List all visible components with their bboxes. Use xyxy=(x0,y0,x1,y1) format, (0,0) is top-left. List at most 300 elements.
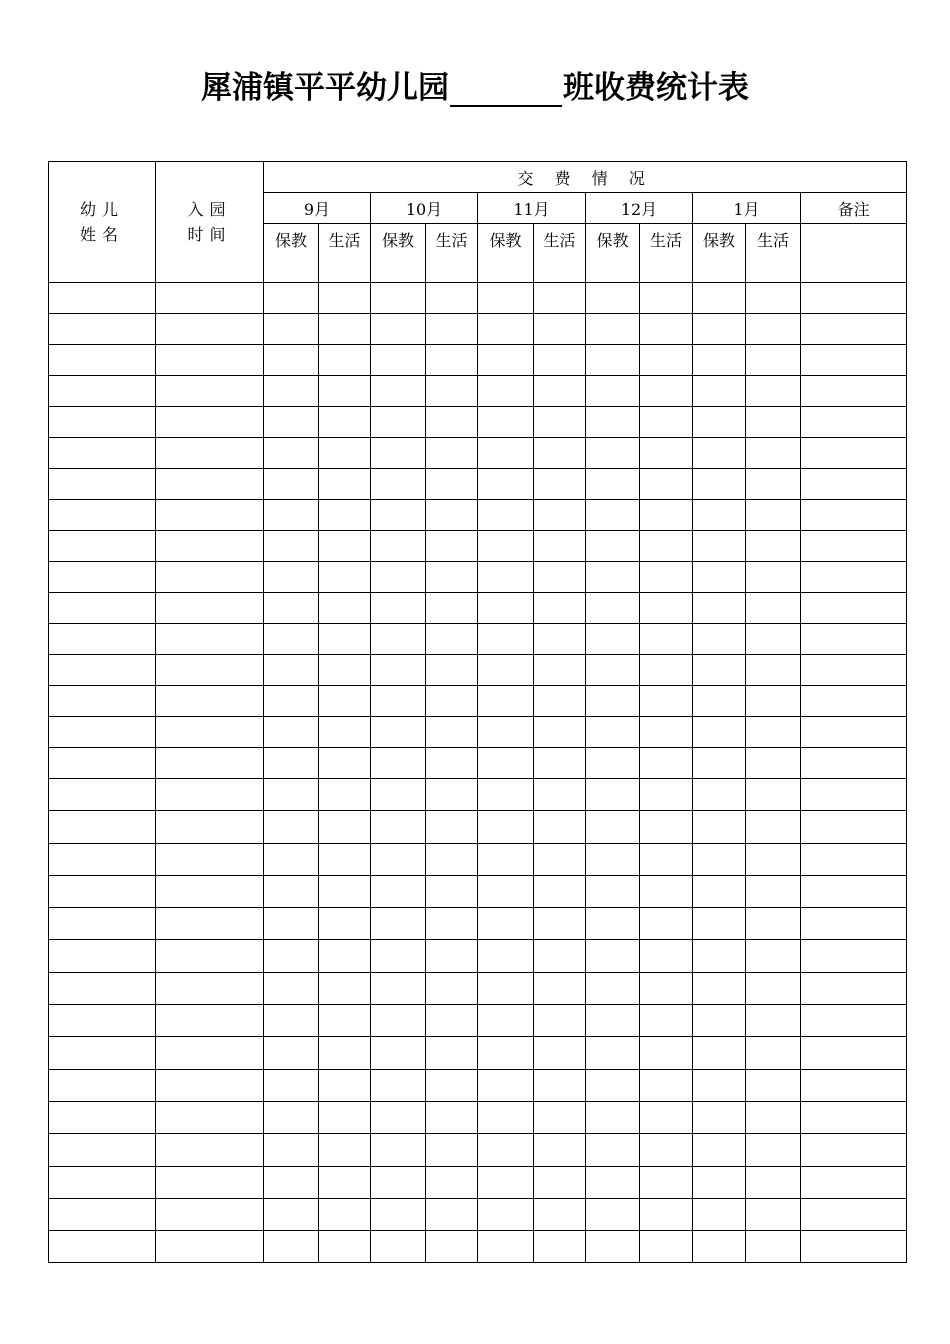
table-cell[interactable] xyxy=(319,1134,371,1166)
table-cell[interactable] xyxy=(371,940,426,972)
table-cell[interactable] xyxy=(746,345,801,376)
table-cell[interactable] xyxy=(478,345,534,376)
table-cell[interactable] xyxy=(156,1231,264,1263)
table-cell[interactable] xyxy=(534,469,586,500)
table-cell[interactable] xyxy=(534,940,586,972)
table-cell[interactable] xyxy=(801,1005,907,1037)
table-cell[interactable] xyxy=(801,717,907,748)
table-cell[interactable] xyxy=(746,1231,801,1263)
table-cell[interactable] xyxy=(426,407,478,438)
table-cell[interactable] xyxy=(371,407,426,438)
table-cell[interactable] xyxy=(640,686,693,717)
table-cell[interactable] xyxy=(156,624,264,655)
table-cell[interactable] xyxy=(693,972,746,1004)
table-cell[interactable] xyxy=(156,1037,264,1069)
table-cell[interactable] xyxy=(264,908,319,940)
table-cell[interactable] xyxy=(640,779,693,811)
table-cell[interactable] xyxy=(49,345,156,376)
table-cell[interactable] xyxy=(49,283,156,314)
table-cell[interactable] xyxy=(264,1069,319,1101)
table-cell[interactable] xyxy=(640,1005,693,1037)
table-cell[interactable] xyxy=(371,562,426,593)
table-cell[interactable] xyxy=(478,438,534,469)
table-cell[interactable] xyxy=(746,1037,801,1069)
table-cell[interactable] xyxy=(478,1134,534,1166)
table-cell[interactable] xyxy=(156,1166,264,1198)
table-cell[interactable] xyxy=(49,1231,156,1263)
table-cell[interactable] xyxy=(371,779,426,811)
table-cell[interactable] xyxy=(640,1134,693,1166)
table-cell[interactable] xyxy=(426,376,478,407)
table-cell[interactable] xyxy=(49,686,156,717)
table-cell[interactable] xyxy=(478,908,534,940)
table-cell[interactable] xyxy=(746,1166,801,1198)
table-cell[interactable] xyxy=(534,407,586,438)
table-cell[interactable] xyxy=(640,438,693,469)
table-cell[interactable] xyxy=(801,469,907,500)
table-cell[interactable] xyxy=(801,376,907,407)
table-cell[interactable] xyxy=(156,283,264,314)
table-cell[interactable] xyxy=(693,593,746,624)
table-cell[interactable] xyxy=(801,438,907,469)
table-cell[interactable] xyxy=(586,1231,640,1263)
table-cell[interactable] xyxy=(49,1134,156,1166)
table-cell[interactable] xyxy=(49,972,156,1004)
table-cell[interactable] xyxy=(426,717,478,748)
table-cell[interactable] xyxy=(746,407,801,438)
table-cell[interactable] xyxy=(586,345,640,376)
table-cell[interactable] xyxy=(693,1231,746,1263)
table-cell[interactable] xyxy=(534,908,586,940)
table-cell[interactable] xyxy=(693,843,746,875)
table-cell[interactable] xyxy=(534,717,586,748)
table-cell[interactable] xyxy=(426,624,478,655)
table-cell[interactable] xyxy=(49,376,156,407)
table-cell[interactable] xyxy=(586,940,640,972)
table-cell[interactable] xyxy=(746,1005,801,1037)
table-cell[interactable] xyxy=(49,748,156,779)
table-cell[interactable] xyxy=(426,593,478,624)
table-cell[interactable] xyxy=(801,972,907,1004)
table-cell[interactable] xyxy=(801,1101,907,1133)
table-cell[interactable] xyxy=(478,624,534,655)
table-cell[interactable] xyxy=(264,376,319,407)
table-cell[interactable] xyxy=(319,1101,371,1133)
table-cell[interactable] xyxy=(426,1101,478,1133)
table-cell[interactable] xyxy=(156,1101,264,1133)
table-cell[interactable] xyxy=(264,779,319,811)
table-cell[interactable] xyxy=(801,875,907,907)
table-cell[interactable] xyxy=(801,748,907,779)
table-cell[interactable] xyxy=(586,655,640,686)
table-cell[interactable] xyxy=(586,500,640,531)
table-cell[interactable] xyxy=(534,314,586,345)
table-cell[interactable] xyxy=(640,624,693,655)
table-cell[interactable] xyxy=(478,1198,534,1230)
table-cell[interactable] xyxy=(156,811,264,843)
table-cell[interactable] xyxy=(371,1166,426,1198)
table-cell[interactable] xyxy=(801,500,907,531)
table-cell[interactable] xyxy=(746,562,801,593)
table-cell[interactable] xyxy=(801,1231,907,1263)
table-cell[interactable] xyxy=(156,1134,264,1166)
table-cell[interactable] xyxy=(693,376,746,407)
table-cell[interactable] xyxy=(371,811,426,843)
table-cell[interactable] xyxy=(478,875,534,907)
table-cell[interactable] xyxy=(371,1231,426,1263)
table-cell[interactable] xyxy=(534,562,586,593)
table-cell[interactable] xyxy=(319,469,371,500)
table-cell[interactable] xyxy=(640,748,693,779)
table-cell[interactable] xyxy=(693,624,746,655)
table-cell[interactable] xyxy=(640,940,693,972)
table-cell[interactable] xyxy=(49,875,156,907)
table-cell[interactable] xyxy=(371,1198,426,1230)
table-cell[interactable] xyxy=(746,469,801,500)
table-cell[interactable] xyxy=(640,843,693,875)
table-cell[interactable] xyxy=(534,748,586,779)
class-name-blank[interactable] xyxy=(450,71,562,107)
table-cell[interactable] xyxy=(586,1037,640,1069)
table-cell[interactable] xyxy=(264,1005,319,1037)
table-cell[interactable] xyxy=(534,376,586,407)
table-cell[interactable] xyxy=(264,748,319,779)
table-cell[interactable] xyxy=(801,1037,907,1069)
table-cell[interactable] xyxy=(478,1037,534,1069)
table-cell[interactable] xyxy=(693,1037,746,1069)
table-cell[interactable] xyxy=(801,531,907,562)
table-cell[interactable] xyxy=(693,345,746,376)
table-cell[interactable] xyxy=(264,1037,319,1069)
table-cell[interactable] xyxy=(264,875,319,907)
table-cell[interactable] xyxy=(534,531,586,562)
table-cell[interactable] xyxy=(49,624,156,655)
table-cell[interactable] xyxy=(801,407,907,438)
table-cell[interactable] xyxy=(478,717,534,748)
table-cell[interactable] xyxy=(478,562,534,593)
table-cell[interactable] xyxy=(49,1005,156,1037)
table-cell[interactable] xyxy=(264,407,319,438)
table-cell[interactable] xyxy=(49,779,156,811)
table-cell[interactable] xyxy=(640,562,693,593)
table-cell[interactable] xyxy=(156,562,264,593)
table-cell[interactable] xyxy=(640,314,693,345)
table-cell[interactable] xyxy=(534,655,586,686)
table-cell[interactable] xyxy=(746,314,801,345)
table-cell[interactable] xyxy=(746,1101,801,1133)
table-cell[interactable] xyxy=(156,908,264,940)
table-cell[interactable] xyxy=(264,593,319,624)
table-cell[interactable] xyxy=(534,624,586,655)
table-cell[interactable] xyxy=(640,283,693,314)
table-cell[interactable] xyxy=(640,469,693,500)
table-cell[interactable] xyxy=(693,686,746,717)
table-cell[interactable] xyxy=(801,1166,907,1198)
table-cell[interactable] xyxy=(426,1069,478,1101)
table-cell[interactable] xyxy=(156,500,264,531)
table-cell[interactable] xyxy=(264,1101,319,1133)
table-cell[interactable] xyxy=(264,686,319,717)
table-cell[interactable] xyxy=(746,500,801,531)
table-cell[interactable] xyxy=(426,811,478,843)
table-cell[interactable] xyxy=(426,469,478,500)
table-cell[interactable] xyxy=(746,1198,801,1230)
table-cell[interactable] xyxy=(426,748,478,779)
table-cell[interactable] xyxy=(49,469,156,500)
table-cell[interactable] xyxy=(478,314,534,345)
table-cell[interactable] xyxy=(534,779,586,811)
table-cell[interactable] xyxy=(371,593,426,624)
table-cell[interactable] xyxy=(371,1101,426,1133)
table-cell[interactable] xyxy=(371,345,426,376)
table-cell[interactable] xyxy=(49,593,156,624)
table-cell[interactable] xyxy=(640,1231,693,1263)
table-cell[interactable] xyxy=(319,438,371,469)
table-cell[interactable] xyxy=(586,469,640,500)
table-cell[interactable] xyxy=(586,972,640,1004)
table-cell[interactable] xyxy=(49,562,156,593)
table-cell[interactable] xyxy=(746,624,801,655)
table-cell[interactable] xyxy=(319,908,371,940)
table-cell[interactable] xyxy=(156,1069,264,1101)
table-cell[interactable] xyxy=(156,843,264,875)
table-cell[interactable] xyxy=(693,811,746,843)
table-cell[interactable] xyxy=(534,1166,586,1198)
table-cell[interactable] xyxy=(693,500,746,531)
table-cell[interactable] xyxy=(156,686,264,717)
table-cell[interactable] xyxy=(264,438,319,469)
table-cell[interactable] xyxy=(478,779,534,811)
table-cell[interactable] xyxy=(319,972,371,1004)
table-cell[interactable] xyxy=(319,717,371,748)
table-cell[interactable] xyxy=(478,1231,534,1263)
table-cell[interactable] xyxy=(49,811,156,843)
table-cell[interactable] xyxy=(693,283,746,314)
table-cell[interactable] xyxy=(801,811,907,843)
table-cell[interactable] xyxy=(801,779,907,811)
table-cell[interactable] xyxy=(319,940,371,972)
table-cell[interactable] xyxy=(264,562,319,593)
table-cell[interactable] xyxy=(49,843,156,875)
table-cell[interactable] xyxy=(534,1134,586,1166)
table-cell[interactable] xyxy=(586,624,640,655)
table-cell[interactable] xyxy=(264,500,319,531)
table-cell[interactable] xyxy=(746,1134,801,1166)
table-cell[interactable] xyxy=(156,531,264,562)
table-cell[interactable] xyxy=(746,655,801,686)
table-cell[interactable] xyxy=(264,1198,319,1230)
table-cell[interactable] xyxy=(586,407,640,438)
table-cell[interactable] xyxy=(371,283,426,314)
table-cell[interactable] xyxy=(371,376,426,407)
table-cell[interactable] xyxy=(746,875,801,907)
table-cell[interactable] xyxy=(156,972,264,1004)
table-cell[interactable] xyxy=(426,875,478,907)
table-cell[interactable] xyxy=(264,314,319,345)
table-cell[interactable] xyxy=(640,345,693,376)
table-cell[interactable] xyxy=(264,843,319,875)
table-cell[interactable] xyxy=(371,469,426,500)
table-cell[interactable] xyxy=(534,1198,586,1230)
table-cell[interactable] xyxy=(319,376,371,407)
table-cell[interactable] xyxy=(801,843,907,875)
table-cell[interactable] xyxy=(478,811,534,843)
table-cell[interactable] xyxy=(640,1166,693,1198)
table-cell[interactable] xyxy=(49,407,156,438)
table-cell[interactable] xyxy=(693,748,746,779)
table-cell[interactable] xyxy=(746,748,801,779)
table-cell[interactable] xyxy=(264,345,319,376)
table-cell[interactable] xyxy=(319,1037,371,1069)
table-cell[interactable] xyxy=(534,593,586,624)
table-cell[interactable] xyxy=(426,314,478,345)
table-cell[interactable] xyxy=(264,283,319,314)
table-cell[interactable] xyxy=(586,1005,640,1037)
table-cell[interactable] xyxy=(693,1198,746,1230)
table-cell[interactable] xyxy=(801,283,907,314)
table-cell[interactable] xyxy=(534,1231,586,1263)
table-cell[interactable] xyxy=(534,875,586,907)
table-cell[interactable] xyxy=(426,1198,478,1230)
table-cell[interactable] xyxy=(478,843,534,875)
table-cell[interactable] xyxy=(640,376,693,407)
table-cell[interactable] xyxy=(801,345,907,376)
table-cell[interactable] xyxy=(534,686,586,717)
table-cell[interactable] xyxy=(693,407,746,438)
table-cell[interactable] xyxy=(693,1134,746,1166)
table-cell[interactable] xyxy=(640,593,693,624)
table-cell[interactable] xyxy=(801,686,907,717)
table-cell[interactable] xyxy=(746,1069,801,1101)
table-cell[interactable] xyxy=(586,748,640,779)
table-cell[interactable] xyxy=(426,562,478,593)
table-cell[interactable] xyxy=(478,376,534,407)
table-cell[interactable] xyxy=(693,1166,746,1198)
table-cell[interactable] xyxy=(586,686,640,717)
table-cell[interactable] xyxy=(478,748,534,779)
table-cell[interactable] xyxy=(478,593,534,624)
table-cell[interactable] xyxy=(49,717,156,748)
table-cell[interactable] xyxy=(801,314,907,345)
table-cell[interactable] xyxy=(693,875,746,907)
table-cell[interactable] xyxy=(264,717,319,748)
table-cell[interactable] xyxy=(478,972,534,1004)
table-cell[interactable] xyxy=(586,531,640,562)
table-cell[interactable] xyxy=(801,655,907,686)
table-cell[interactable] xyxy=(264,655,319,686)
table-cell[interactable] xyxy=(319,811,371,843)
table-cell[interactable] xyxy=(264,811,319,843)
table-cell[interactable] xyxy=(746,843,801,875)
table-cell[interactable] xyxy=(693,655,746,686)
table-cell[interactable] xyxy=(534,283,586,314)
table-cell[interactable] xyxy=(746,811,801,843)
table-cell[interactable] xyxy=(319,843,371,875)
table-cell[interactable] xyxy=(319,1069,371,1101)
table-cell[interactable] xyxy=(693,438,746,469)
table-cell[interactable] xyxy=(586,376,640,407)
table-cell[interactable] xyxy=(478,407,534,438)
table-cell[interactable] xyxy=(264,940,319,972)
table-cell[interactable] xyxy=(746,686,801,717)
table-cell[interactable] xyxy=(746,717,801,748)
table-cell[interactable] xyxy=(478,283,534,314)
table-cell[interactable] xyxy=(371,875,426,907)
table-cell[interactable] xyxy=(49,1069,156,1101)
table-cell[interactable] xyxy=(801,908,907,940)
table-cell[interactable] xyxy=(264,531,319,562)
table-cell[interactable] xyxy=(640,972,693,1004)
table-cell[interactable] xyxy=(478,1005,534,1037)
table-cell[interactable] xyxy=(693,1005,746,1037)
table-cell[interactable] xyxy=(49,531,156,562)
table-cell[interactable] xyxy=(156,940,264,972)
table-cell[interactable] xyxy=(426,1166,478,1198)
table-cell[interactable] xyxy=(426,1005,478,1037)
table-cell[interactable] xyxy=(264,1231,319,1263)
table-cell[interactable] xyxy=(746,593,801,624)
table-cell[interactable] xyxy=(371,748,426,779)
table-cell[interactable] xyxy=(478,940,534,972)
table-cell[interactable] xyxy=(156,345,264,376)
table-cell[interactable] xyxy=(478,1166,534,1198)
table-cell[interactable] xyxy=(640,531,693,562)
table-cell[interactable] xyxy=(49,314,156,345)
table-cell[interactable] xyxy=(319,1231,371,1263)
table-cell[interactable] xyxy=(371,624,426,655)
table-cell[interactable] xyxy=(586,283,640,314)
table-cell[interactable] xyxy=(586,779,640,811)
table-cell[interactable] xyxy=(693,314,746,345)
table-cell[interactable] xyxy=(640,655,693,686)
table-cell[interactable] xyxy=(426,283,478,314)
table-cell[interactable] xyxy=(371,1134,426,1166)
table-cell[interactable] xyxy=(426,655,478,686)
table-cell[interactable] xyxy=(640,1198,693,1230)
table-cell[interactable] xyxy=(534,843,586,875)
table-cell[interactable] xyxy=(478,1101,534,1133)
table-cell[interactable] xyxy=(478,531,534,562)
table-cell[interactable] xyxy=(426,531,478,562)
table-cell[interactable] xyxy=(426,843,478,875)
table-cell[interactable] xyxy=(586,717,640,748)
table-cell[interactable] xyxy=(371,1069,426,1101)
table-cell[interactable] xyxy=(426,345,478,376)
table-cell[interactable] xyxy=(426,1231,478,1263)
table-cell[interactable] xyxy=(156,779,264,811)
table-cell[interactable] xyxy=(49,1198,156,1230)
table-cell[interactable] xyxy=(746,376,801,407)
table-cell[interactable] xyxy=(801,1134,907,1166)
table-cell[interactable] xyxy=(586,811,640,843)
table-cell[interactable] xyxy=(801,562,907,593)
table-cell[interactable] xyxy=(156,593,264,624)
table-cell[interactable] xyxy=(693,779,746,811)
table-cell[interactable] xyxy=(746,283,801,314)
table-cell[interactable] xyxy=(156,875,264,907)
table-cell[interactable] xyxy=(319,875,371,907)
table-cell[interactable] xyxy=(693,1069,746,1101)
table-cell[interactable] xyxy=(319,748,371,779)
table-cell[interactable] xyxy=(693,940,746,972)
table-cell[interactable] xyxy=(534,438,586,469)
table-cell[interactable] xyxy=(156,748,264,779)
table-cell[interactable] xyxy=(156,469,264,500)
table-cell[interactable] xyxy=(478,1069,534,1101)
table-cell[interactable] xyxy=(693,717,746,748)
table-cell[interactable] xyxy=(319,593,371,624)
table-cell[interactable] xyxy=(319,314,371,345)
